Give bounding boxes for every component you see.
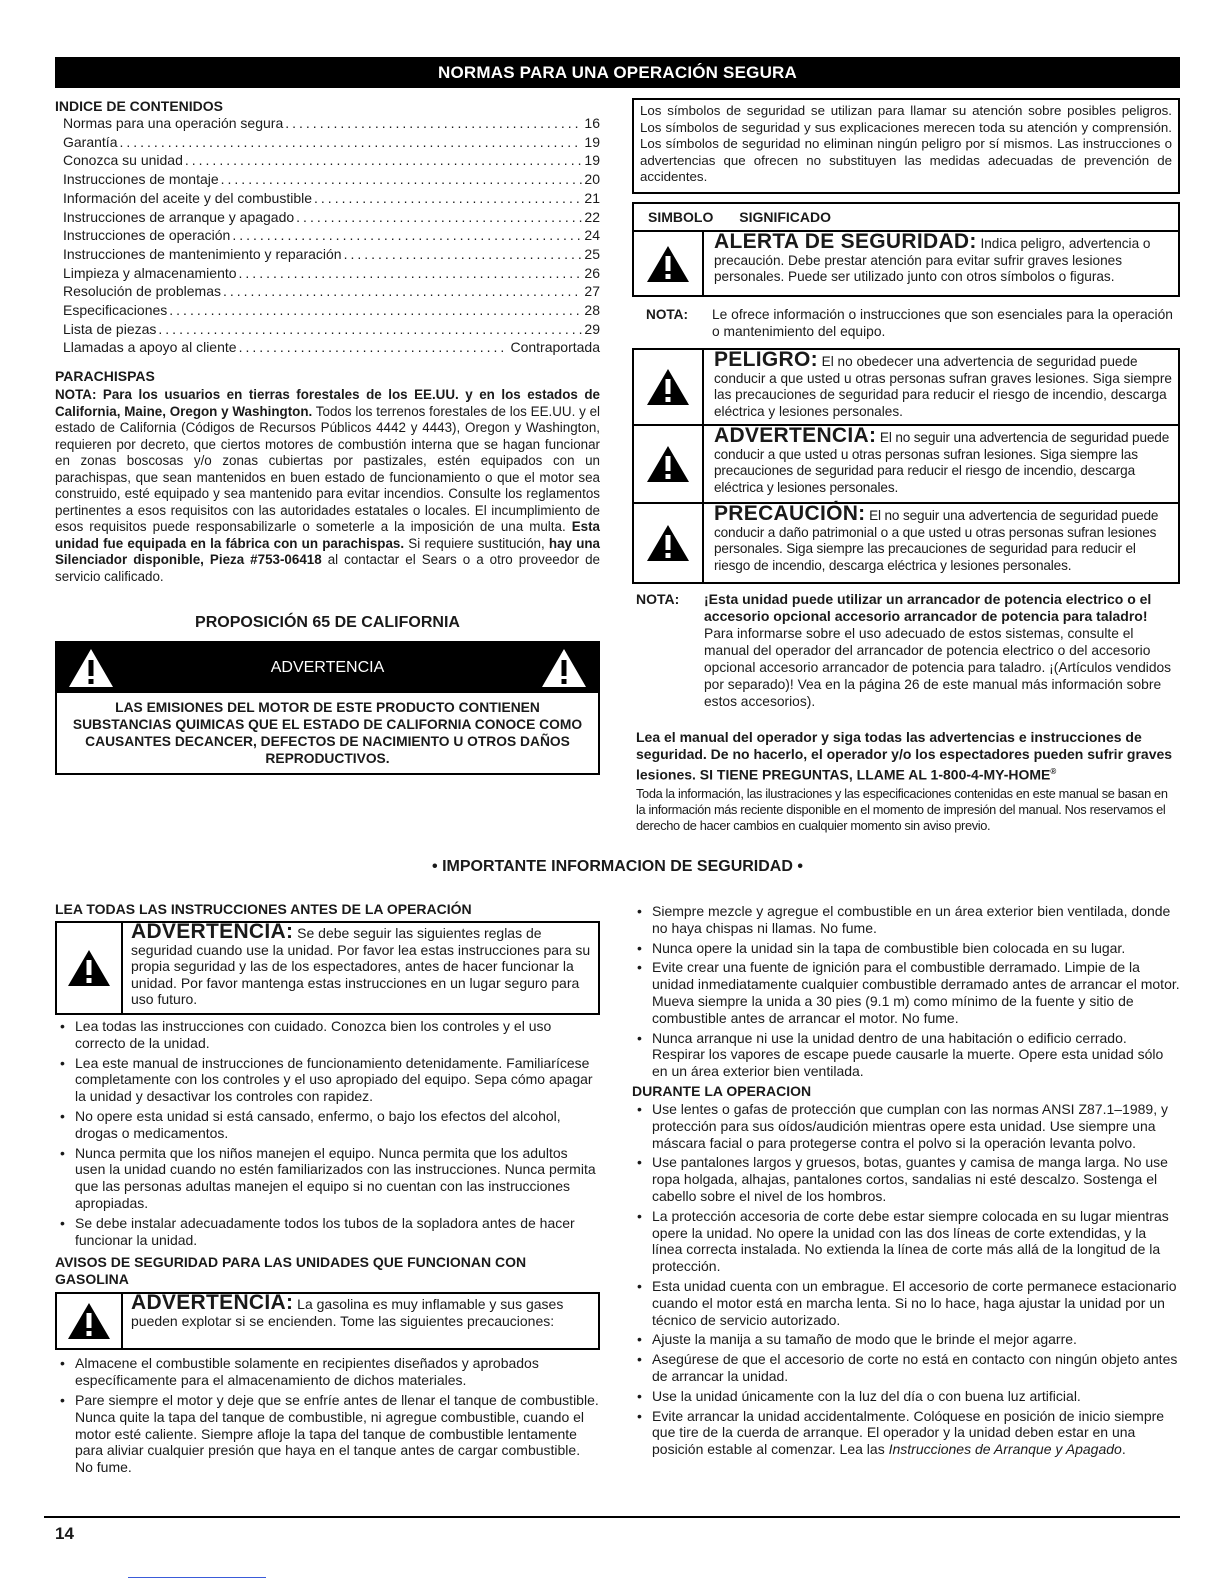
durante-bullet-list [632,1101,1180,1405]
symbols-intro: Los símbolos de seguridad se utilizan para llamar su atención sobre posibles peligros. Los símbolos de seguridad y sus explicaciones merecen toda su atención y comprensión. Los símbolos de seguridad no eliminan ningún peligro por sí mismos. Las instrucciones o advertencias que ofrecen no substituyen las medidas adecuadas de prevención de accidentes. [640,103,1172,184]
peligro-text [706,350,1178,423]
warning-triangle-icon [645,244,691,284]
warning-triangle-icon [540,647,588,689]
toc-item[interactable] [55,301,600,320]
advertencia-icon-cell [634,426,704,502]
gasolina-bullet-list [55,1355,600,1476]
prop65-heading: PROPOSICIÓN 65 DE CALIFORNIA [195,614,460,631]
gasolina-warning-title: ADVERTENCIA: [131,1291,294,1315]
advertencia-row [634,426,1178,504]
toc-item-title: Garantía [63,133,118,150]
toc-list [55,114,600,357]
toc-item-title: Normas para una operación segura [63,115,284,131]
toc-item-page: 20 [584,171,600,188]
peligro-title: PELIGRO: [714,348,818,371]
alert-title: ALERTA DE SEGURIDAD: [714,230,977,253]
toc-dot-leader [296,208,582,227]
parachispas-text-3: al contactar el Sears o a otro proveedor de servicio calificado. [55,552,600,584]
nota-2-label: NOTA: [636,591,680,607]
importante-heading: • IMPORTANTE INFORMACION DE SEGURIDAD • [432,858,803,875]
advertencia-desc: El no seguir una advertencia de seguridad puede conducir a que usted u otras personas sufran lesiones. Siga siempre las precauciones de seguridad para reducir el riesgo de incendio, descarga eléctrica y lesiones personales. [714,430,1170,495]
lea-heading: LEA TODAS LAS INSTRUCCIONES ANTES DE LA OPERACIÓN [55,901,472,917]
last-bullet-italic: Instrucciones de Arranque y Apagado [888,1441,1122,1458]
toc-item-page: 25 [584,245,600,262]
read-manual-text: Lea el manual del operador y siga todas las advertencias e instrucciones de seguridad. De no hacerlo, el operador y/o los espectadores pueden sufrir graves lesiones. SI TIENE PREGUNTAS, LLAME AL 1-800-4-MY-HOME [636,729,1173,783]
toc-item[interactable] [55,170,600,189]
list-item: • Se debe instalar adecuadamente todos los tubos de la sopladora antes de hacer funcionar la unidad. [55,1215,600,1249]
toc-dot-leader [221,170,583,189]
list-item: • Esta unidad cuenta con un embrague. El accesorio de corte permanece estacionario cuando el motor está en marcha lenta. Si no lo hace, haga ajustar la unidad por un técnico de servicio autorizado. [632,1278,1180,1328]
peligro-desc: El no obedecer una advertencia de seguridad puede conducir a que usted u otras personas sufran graves lesiones. Siga siempre las precauciones de seguridad para reducir el riesgo de incendio, descarga eléctrica y lesiones personales. [714,354,1172,419]
parachispas-text [55,387,600,585]
toc-dot-leader [344,245,583,264]
disclaimer: Toda la información, las ilustraciones y las especificaciones contenidas en este manual se basan en la información más reciente disponible en el momento de impresión del manual. Nos reservamos el derecho de hacer cambios en cualquier momento sin aviso previo. [636,786,1168,833]
warning-triangle-icon [66,1301,112,1341]
toc-item-page: 24 [584,227,600,244]
parachispas-text-2: Si requiere sustitución, [404,535,549,551]
toc-item-page: 26 [584,264,600,281]
prop65-banner-label: ADVERTENCIA [270,659,385,676]
list-item: • Nunca opere la unidad sin la tapa de combustible bien colocada en su lugar. [632,940,1180,957]
toc-item-title: Limpieza y almacenamiento [63,264,237,281]
gasolina-warning-desc: La gasolina es muy inflamable y sus gases pueden explotar si se encienden. Tome las siguientes precauciones: [131,1296,564,1329]
right-bottom-section [632,903,1180,1461]
gasolina-warning-box [55,1292,600,1350]
toc-dot-leader [239,264,583,283]
toc-section [55,98,600,357]
precaucion-text [706,504,1178,577]
toc-item[interactable] [55,151,600,170]
list-item: • Asegúrese de que el accesorio de corte no está en contacto con ningún objeto antes de arrancar la unidad. [632,1351,1180,1385]
nota-2-bold: ¡Esta unidad puede utilizar un arrancador de potencia electrico o el accesorio opcional accesorio arrancador de potencia para taladro! [704,591,1152,624]
toc-item-title: Instrucciones de mantenimiento y reparación [63,245,342,262]
durante-last-list [632,1408,1180,1458]
nota-1-text: Le ofrece información o instrucciones que son esenciales para la operación o mantenimiento del equipo. [712,307,1173,339]
list-item: • Use la unidad únicamente con la luz del día o con buena luz artificial. [632,1388,1180,1405]
read-manual-notice [636,729,1180,784]
advertencia-text [706,426,1178,499]
list-item: • Use pantalones largos y gruesos, botas, guantes y camisa de manga larga. No use ropa holgada, alhajas, pantalones cortos, sandalias ni esté descalzo. Sostenga el cabello sobre el nivel de los hombros. [632,1154,1180,1204]
list-item: • Pare siempre el motor y deje que se enfríe antes de llenar el tanque de combustible. Nunca quite la tapa del tanque de combustible, ni agregue combustible, cuando el motor esté caliente. Siempre afloje la tapa del tanque de combustible lentamente para aliviar cualquier presión que haya en el tanque antes de cargar combustible. No fume. [55,1392,600,1476]
toc-dot-leader [223,282,582,301]
toc-item-title: Instrucciones de arranque y apagado [63,208,295,225]
parachispas-bold-2: Esta unidad fue equipada en la fábrica con un parachispas. [55,519,600,551]
toc-item-page: 21 [584,189,600,206]
symbols-table [632,202,1180,297]
toc-heading: INDICE DE CONTENIDOS [55,98,224,114]
list-item: • Siempre mezcle y agregue el combustible en un área exterior bien ventilada, donde no haya chispas ni llamas. No fume. [632,903,1180,937]
advertencia-title: ADVERTENCIA: [714,424,877,447]
lea-warning-title: ADVERTENCIA: [131,920,294,943]
parachispas-section [55,368,600,585]
list-item: • Ajuste la manija a su tamaño de modo que le brinde el mejor agarre. [632,1331,1180,1348]
alert-desc: Indica peligro, advertencia o precaución. Debe prestar atención para evitar sufrir graves lesiones personales. Puede ser utilizado junto con otros símbolos o figuras. [714,236,1151,285]
toc-item-title: Instrucciones de montaje [63,171,219,188]
toc-dot-leader [314,189,582,208]
toc-dot-leader [285,114,582,133]
nota-1-label: NOTA: [646,307,689,322]
lea-warning-text [123,920,598,1011]
list-item: • Use lentes o gafas de protección que cumplan con las normas ANSI Z87.1–1989, y protección para sus oídos/audición mientras opere esta unidad. Use siempre una máscara facial o para protegerse contra el polvo si la operación levanta polvo. [632,1101,1180,1151]
alert-icon-cell [634,232,704,295]
toc-item-title: Información del aceite y del combustible [63,189,313,206]
peligro-row [634,350,1178,426]
lea-warning-box [55,921,600,1015]
toc-item-page: 19 [584,152,600,169]
hazard-table [632,348,1180,584]
toc-item[interactable] [55,264,600,283]
durante-heading: DURANTE LA OPERACION [632,1082,812,1099]
alert-text [706,232,1178,289]
prop65-text: LAS EMISIONES DEL MOTOR DE ESTE PRODUCTO CONTIENEN SUBSTANCIAS QUIMICAS QUE EL ESTADO DE CALIFORNIA CONOCE COMO CAUSANTES DECANCER, DEFECTOS DE NACIMIENTO U OTROS DAÑOS REPRODUCTIVOS. [72,700,583,766]
toc-item-page: 28 [584,302,600,319]
toc-item-title: Lista de piezas [63,320,157,337]
precaucion-title: PRECAUCIÓN: [714,502,866,525]
warning-triangle-icon [645,523,691,563]
lea-section [55,901,600,1479]
toc-item[interactable] [55,208,600,227]
col-significado: SIGNIFICADO [739,209,832,225]
last-bullet-text: Evite arrancar la unidad accidentalmente. Colóquese en posición de inicio siempre que tire de la cuerda de arranque. El operador y la unidad deben estar en una posición estable al comenzar. Lea las [652,1407,1165,1458]
toc-dot-leader [239,338,509,357]
warning-triangle-icon [66,948,112,988]
lea-warning-icon-cell [57,923,123,1013]
peligro-icon-cell [634,350,704,424]
toc-item[interactable] [55,338,600,357]
toc-item-title: Llamadas a apoyo al cliente [63,339,237,356]
gasolina-warning-text [123,1291,598,1332]
toc-item-title: Especificaciones [63,302,168,319]
toc-dot-leader [169,301,582,320]
precaucion-row [634,504,1178,582]
toc-item[interactable] [55,133,600,152]
link-underline [128,1577,266,1578]
list-item: • Lea este manual de instrucciones de funcionamiento detenidamente. Familiarícese completamente con los controles y el uso apropiado del equipo. Sepa cómo apagar la unidad y desactivar los controles con rapidez. [55,1055,600,1105]
list-item: • No opere esta unidad si está cansado, enfermo, o bajo los efectos del alcohol, drogas o medicamentos. [55,1108,600,1142]
toc-dot-leader [158,320,582,339]
toc-item[interactable] [55,320,600,339]
toc-item[interactable] [55,226,600,245]
list-item: • Nunca permita que los niños manejen el equipo. Nunca permita que los adultos usen la unidad cuando no estén familiarizados con las instrucciones. Nunca permita que las personas adultas manejen el equipo si no cuentan con las instrucciones apropiadas. [55,1145,600,1212]
toc-item-page: 29 [584,320,600,337]
nota-2 [636,591,1180,710]
prop65-warning-box [55,641,600,775]
toc-dot-leader [119,133,582,152]
col-simbolo: SIMBOLO [648,209,714,225]
page-number: 14 [55,1524,74,1543]
precaucion-desc: El no seguir una advertencia de seguridad puede conducir a daño patrimonial o a que usted u otras personas sufran lesiones personales. Siga siempre las precauciones de seguridad para reducir el riesgo de incendio, descarga eléctrica y lesiones personales. [714,508,1159,573]
footer-rule [44,1516,1180,1518]
toc-item-page: 27 [584,283,600,300]
toc-dot-leader [185,151,583,170]
toc-item[interactable] [55,282,600,301]
toc-item-title: Instrucciones de operación [63,227,231,244]
toc-item-page: 19 [584,133,600,150]
parachispas-bold-3: hay una Silenciador disponible, Pieza #753-06418 [55,535,601,567]
list-item: • Almacene el combustible solamente en recipientes diseñados y aprobados específicamente para el almacenamiento de dichos materiales. [55,1355,600,1389]
list-item: • Evite crear una fuente de ignición para el combustible derramado. Limpie de la unidad inmediatamente cualquier combustible derramado antes de arrancar el motor. Mueva siempre la unida a 30 pies (9.1 m) como mínimo de la fuente y sitio de combustible antes de arrancar el motor. No fume. [632,959,1180,1026]
toc-item-title: Conozca su unidad [63,152,183,169]
registered-mark: ® [1050,767,1057,776]
section-banner: NORMAS PARA UNA OPERACIÓN SEGURA [55,57,1180,88]
toc-item-page: 22 [584,208,600,225]
toc-dot-leader [232,226,582,245]
toc-item[interactable] [55,189,600,208]
gasolina-heading: AVISOS DE SEGURIDAD PARA LAS UNIDADES QUE FUNCIONAN CON GASOLINA [55,1254,527,1288]
symbols-table-header [634,204,1178,232]
toc-item-page: 16 [584,115,600,131]
warning-triangle-icon [645,367,691,407]
list-item: • Lea todas las instrucciones con cuidado. Conozca bien los controles y el uso correcto de la unidad. [55,1018,600,1052]
toc-item-title: Resolución de problemas [63,283,221,300]
precaucion-icon-cell [634,504,704,582]
list-item: • Nunca arranque ni use la unidad dentro de una habitación o edificio cerrado. Respirar los vapores de escape puede causarle la muerte. Opere esta unidad sólo en un área exterior bien ventilada. [632,1030,1180,1080]
toc-item[interactable] [55,114,600,133]
alert-row [634,232,1178,295]
gasolina-warning-icon-cell [57,1294,123,1348]
nota-1 [646,306,1180,340]
parachispas-text-1: Todos los terrenos forestales de los EE.UU. y el estado de California (Códigos de Recursos Públicos 4442 y 4443), Oregon y Washington, requieren por decreto, que ciertos motores de combustión interna que se hagan funcionar en zonas boscosas y/o zonas cubiertas por pastizales, estén equipados con un parachispas, que sean mantenidos en buen estado de funcionamiento o que el motor sea construido, esté equipado y sea mantenido para evitar incendios. Consulte los reglamentos pertinentes a esos requisitos con las autoridades estatales o locales. El incumplimiento de esos requisitos puede responsabilizarle o someterle a la imposición de una multa. [55,403,601,534]
lea-warning-desc: Se debe seguir las siguientes reglas de seguridad cuando use la unidad. Por favor lea estas instrucciones para su propia seguridad y las de los espectadores, antes de hacer funcionar la unidad. Por favor mantenga estas instrucciones en un lugar seguro para uso futuro. [131,925,591,1008]
prop65-warning-banner [57,643,598,693]
nota-2-text: Para informarse sobre el uso adecuado de estos sistemas, consulte el manual del operador del arrancador de potencia electrico o del accesorio opcional accesorio arrancador de potencia para taladro. ¡(Artículos vendidos por separado)! Vea en la página 26 de este manual más información sobre estos accesorios). [704,626,1172,709]
toc-item-page: Contraportada [510,339,600,356]
fuel-bullet-list [632,903,1180,1080]
last-bullet-end: . [1121,1441,1126,1458]
warning-triangle-icon [645,444,691,484]
list-item: • La protección accesoria de corte debe estar siempre colocada en su lugar mientras opere la unidad. No opere la unidad con las dos líneas de corte extendidas, y la línea correcta instalada. No extienda la línea de corte más allá de la longitud de la protección. [632,1208,1180,1275]
parachispas-bold-1: NOTA: Para los usuarios en tierras forestales de los EE.UU. y en los estados de California, Maine, Oregon y Washington. [55,387,600,419]
symbols-intro-box [632,98,1180,194]
lea-bullet-list [55,1018,600,1248]
list-item [632,1408,1180,1458]
toc-item[interactable] [55,245,600,264]
parachispas-heading: PARACHISPAS [55,368,155,384]
